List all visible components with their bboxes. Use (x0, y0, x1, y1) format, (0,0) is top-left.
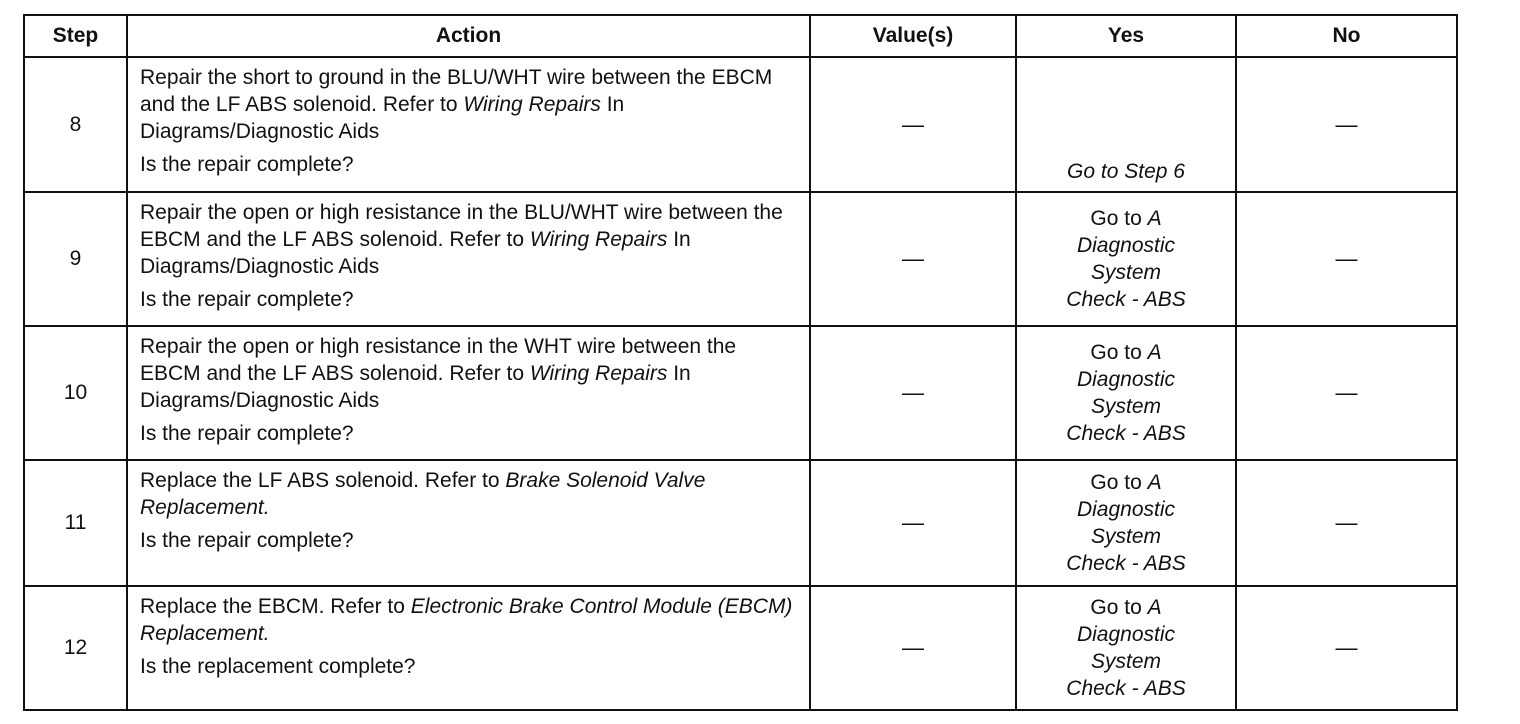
yes-cell (1016, 460, 1236, 586)
reference-link: Wiring Repairs (529, 362, 668, 385)
reference-link: Brake Solenoid Valve Replacement. (140, 469, 706, 519)
action-cell (127, 460, 810, 586)
diagnostic-table (23, 14, 1458, 711)
header-row (24, 15, 1457, 57)
action-question: Is the repair complete? (140, 288, 354, 311)
table-row (24, 586, 1457, 710)
value-cell: — (810, 192, 1016, 326)
reference-link: Wiring Repairs (529, 228, 668, 251)
table-row (24, 57, 1457, 192)
action-text: Repair the open or high resistance in the WHT wire between the EBCM and the LF ABS solenoid. Refer to Wiring Repairs In Diagrams/Diagnostic Aids (140, 335, 737, 412)
step-number: 9 (24, 192, 127, 326)
action-question: Is the repair complete? (140, 529, 354, 552)
yes-line: Diagnostic (1076, 623, 1176, 646)
action-cell (127, 326, 810, 460)
yes-line: Check - ABS (1066, 677, 1186, 700)
action-text: Repair the open or high resistance in the BLU/WHT wire between the EBCM and the LF ABS solenoid. Refer to Wiring Repairs In Diagrams/Diagnostic Aids (140, 201, 783, 278)
step-number: 10 (24, 326, 127, 460)
no-cell: — (1236, 326, 1457, 460)
reference-link: Wiring Repairs (463, 93, 601, 116)
action-text: Replace the LF ABS solenoid. Refer to Brake Solenoid Valve Replacement. (140, 469, 706, 519)
table-row (24, 192, 1457, 326)
action-question: Is the replacement complete? (140, 655, 416, 678)
yes-line: System (1090, 525, 1161, 548)
value-cell: — (810, 57, 1016, 192)
yes-line: Go to A (1090, 471, 1162, 494)
step-number: 8 (24, 57, 127, 192)
yes-line: Go to A (1090, 596, 1162, 619)
yes-line: System (1090, 261, 1161, 284)
yes-cell (1016, 586, 1236, 710)
yes-line: Check - ABS (1066, 288, 1186, 311)
header-yes: Yes (1016, 15, 1236, 57)
step-number: 11 (24, 460, 127, 586)
header-action: Action (127, 15, 810, 57)
no-cell: — (1236, 586, 1457, 710)
value-cell: — (810, 326, 1016, 460)
action-text: Repair the short to ground in the BLU/WHT wire between the EBCM and the LF ABS solenoid. Refer to Wiring Repairs In Diagrams/Diagnostic Aids (140, 66, 773, 143)
yes-line: Go to A (1090, 341, 1162, 364)
header-values: Value(s) (810, 15, 1016, 57)
action-question: Is the repair complete? (140, 422, 354, 445)
yes-line: Diagnostic (1076, 368, 1176, 391)
action-question: Is the repair complete? (140, 153, 354, 176)
header-step: Step (24, 15, 127, 57)
action-text: Replace the EBCM. Refer to Electronic Brake Control Module (EBCM) Replacement. (140, 595, 793, 645)
header-no: No (1236, 15, 1457, 57)
no-cell: — (1236, 192, 1457, 326)
yes-cell (1016, 57, 1236, 192)
yes-line: System (1090, 650, 1161, 673)
yes-cell (1016, 192, 1236, 326)
value-cell: — (810, 460, 1016, 586)
yes-line: Diagnostic (1076, 234, 1176, 257)
action-cell (127, 586, 810, 710)
action-cell (127, 192, 810, 326)
action-cell (127, 57, 810, 192)
no-cell: — (1236, 57, 1457, 192)
yes-line: Diagnostic (1076, 498, 1176, 521)
step-number: 12 (24, 586, 127, 710)
no-cell: — (1236, 460, 1457, 586)
yes-cell (1016, 326, 1236, 460)
yes-line: System (1090, 395, 1161, 418)
yes-line: Go to A (1090, 207, 1162, 230)
value-cell: — (810, 586, 1016, 710)
table-row (24, 460, 1457, 586)
yes-line: Go to Step 6 (1067, 160, 1185, 183)
table-row (24, 326, 1457, 460)
yes-line: Check - ABS (1066, 422, 1186, 445)
yes-line: Check - ABS (1066, 552, 1186, 575)
reference-link: Electronic Brake Control Module (EBCM) Replacement. (140, 595, 793, 645)
